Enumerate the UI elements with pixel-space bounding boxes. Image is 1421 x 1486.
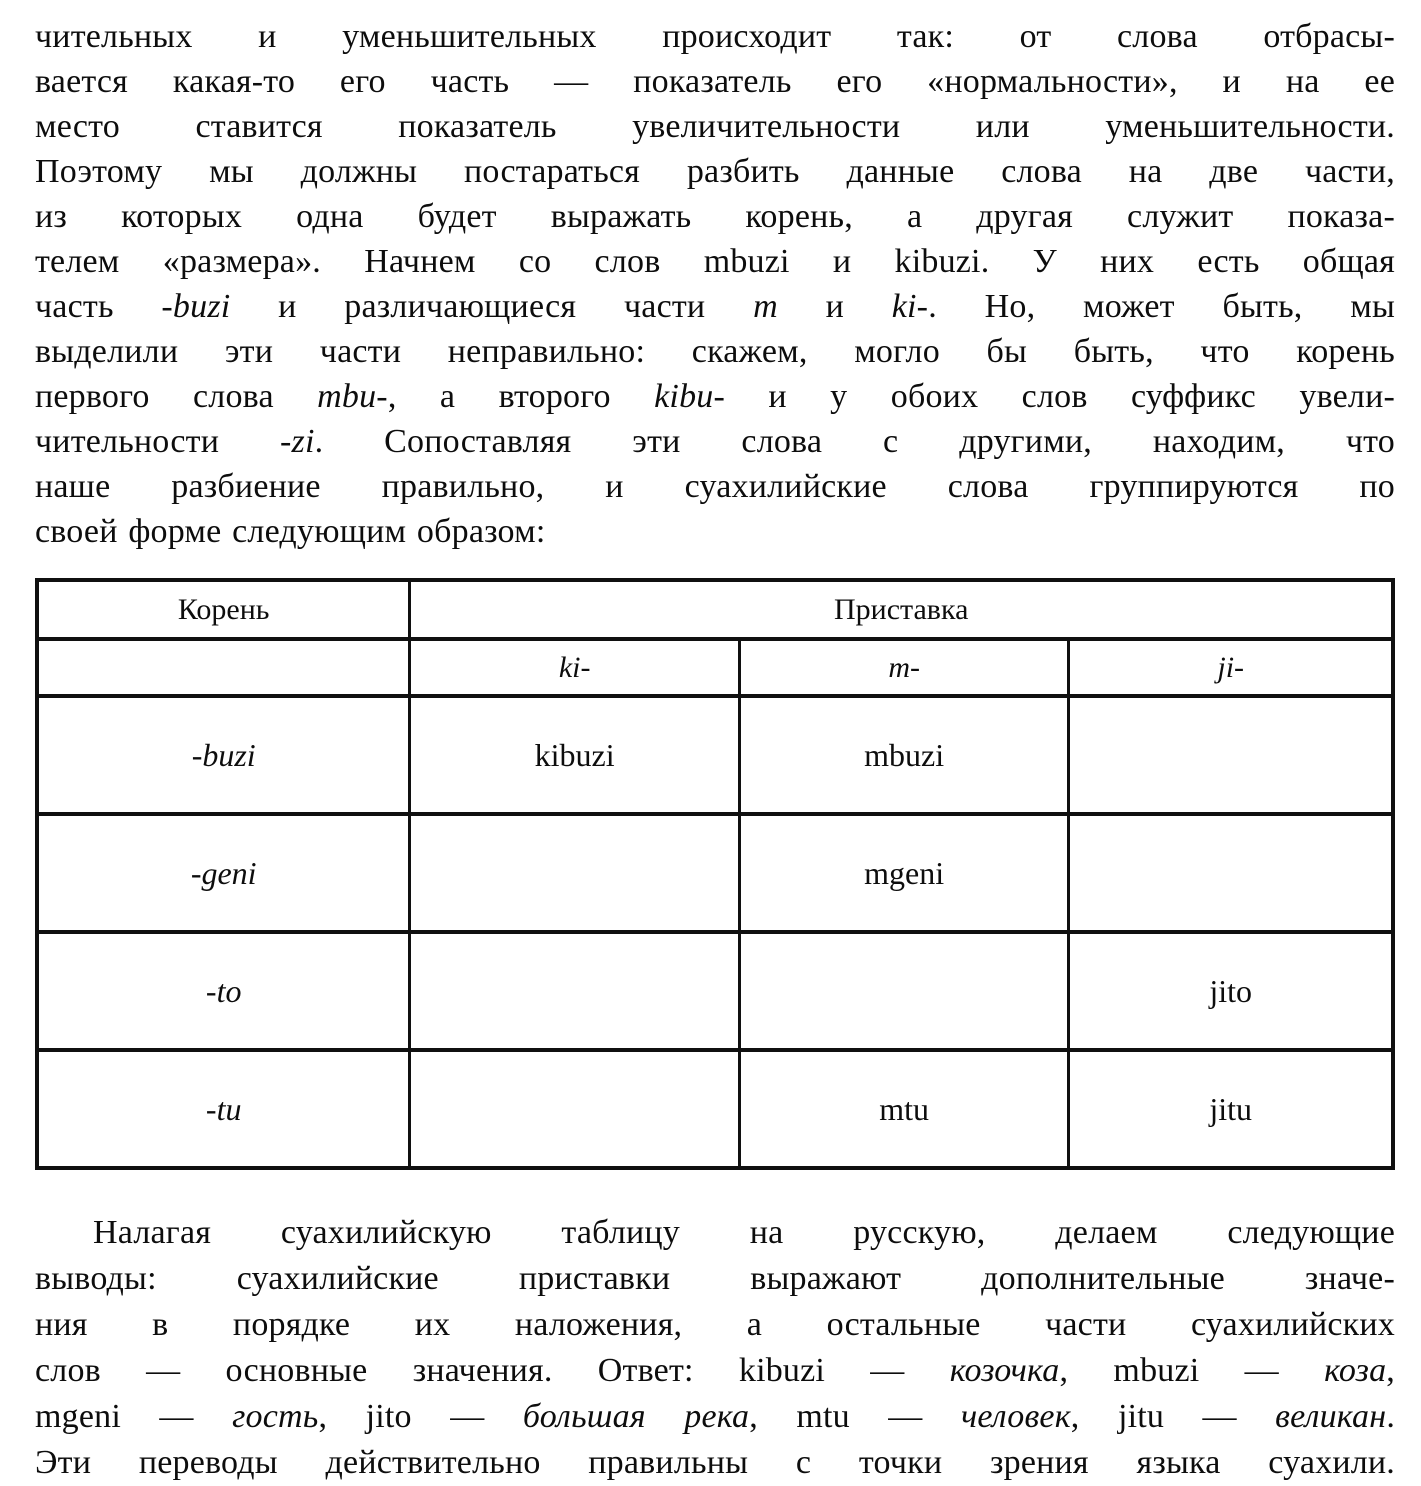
cell-root: -geni [37, 814, 410, 932]
text-line: выделили эти части неправильно: скажем, могло бы быть, что корень [35, 333, 1395, 370]
cell-ki [410, 1050, 740, 1168]
cell-m [739, 932, 1069, 1050]
table-row-buzi [37, 696, 1393, 814]
table-subheader-row [37, 639, 1393, 696]
table-row-to [37, 932, 1393, 1050]
text-line: чительности -zi. Сопоставляя эти слова с другими, находим, что [35, 423, 1395, 460]
table-subheader-empty [37, 639, 410, 696]
text-line: из которых одна будет выражать корень, а другая служит показа- [35, 198, 1395, 235]
cell-root: -to [37, 932, 410, 1050]
cell-root: -tu [37, 1050, 410, 1168]
cell-m: mtu [739, 1050, 1069, 1168]
text-line: наше разбиение правильно, и суахилийские слова группируются по [35, 468, 1395, 505]
text-line: вается какая-то его часть — показатель его «нормальности», и на ее [35, 63, 1395, 100]
text-line: своей форме следующим образом: [35, 513, 546, 550]
paragraph-conclusion [35, 1210, 1395, 1486]
table-header-prefix: Приставка [410, 580, 1393, 639]
cell-ki [410, 814, 740, 932]
table-subheader-m: m- [739, 639, 1069, 696]
cell-ki [410, 932, 740, 1050]
table-subheader-ji: ji- [1069, 639, 1393, 696]
text-line: Поэтому мы должны постараться разбить данные слова на две части, [35, 153, 1395, 190]
text-line: телем «размера». Начнем со слов mbuzi и kibuzi. У них есть общая [35, 243, 1395, 280]
morphology-table [35, 578, 1395, 1170]
cell-ji: jito [1069, 932, 1393, 1050]
cell-ki: kibuzi [410, 696, 740, 814]
text-line: mgeni — гость, jito — большая река, mtu — человек, jitu — великан. [35, 1398, 1396, 1435]
cell-ji [1069, 696, 1393, 814]
text-line: Эти переводы действительно правильны с точки зрения языка суахили. [35, 1444, 1395, 1481]
cell-root: -buzi [37, 696, 410, 814]
cell-ji [1069, 814, 1393, 932]
cell-ji: jitu [1069, 1050, 1393, 1168]
cell-m: mbuzi [739, 696, 1069, 814]
table-row-geni [37, 814, 1393, 932]
cell-m: mgeni [739, 814, 1069, 932]
table-row-tu [37, 1050, 1393, 1168]
text-line: Налагая суахилийскую таблицу на русскую, делаем следующие [93, 1214, 1395, 1251]
text-line: место ставится показатель увеличительности или уменьшительности. [35, 108, 1395, 145]
table-header-root: Корень [37, 580, 410, 639]
paragraph-intro [35, 14, 1395, 554]
table-subheader-ki: ki- [410, 639, 740, 696]
text-line: первого слова mbu-, а второго kibu- и у обоих слов суффикс увели- [35, 378, 1395, 415]
text-line: часть -buzi и различающиеся части m и ki-. Но, может быть, мы [35, 288, 1395, 325]
text-line: чительных и уменьшительных происходит так: от слова отбрасы- [35, 18, 1395, 55]
table-header-row [37, 580, 1393, 639]
text-line: ния в порядке их наложения, а остальные части суахилийских [35, 1306, 1395, 1343]
text-line: выводы: суахилийские приставки выражают дополнительные значе- [35, 1260, 1395, 1297]
text-line: слов — основные значения. Ответ: kibuzi — козочка, mbuzi — коза, [35, 1352, 1395, 1389]
